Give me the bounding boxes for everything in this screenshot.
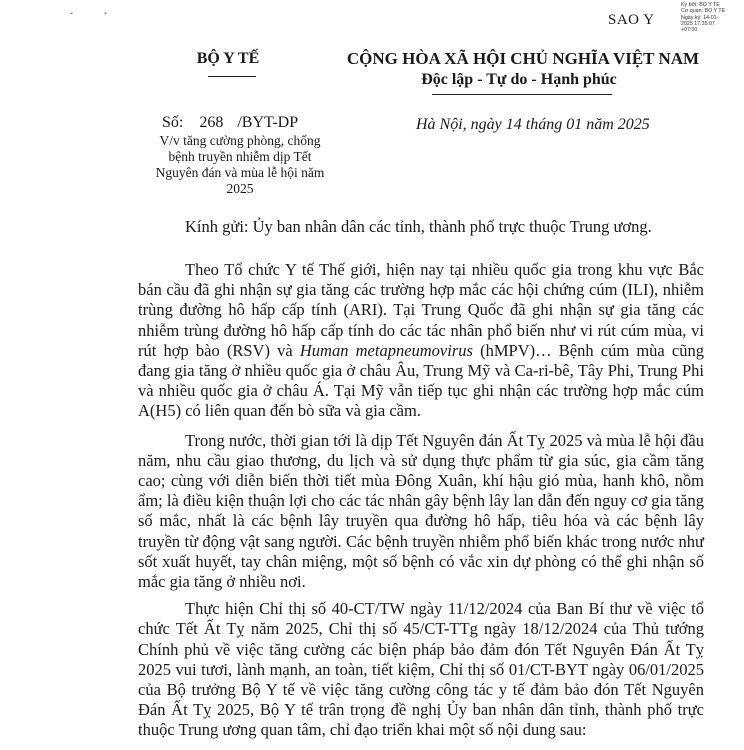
digital-signature-block bbox=[681, 2, 743, 33]
document-number-suffix: /BYT-DP bbox=[237, 114, 299, 131]
scan-mark: ˇ bbox=[70, 11, 73, 21]
document-body bbox=[138, 260, 704, 750]
date-month-label: tháng bbox=[525, 116, 563, 133]
document-number-value: 268 bbox=[199, 114, 224, 131]
signature-line: +07:00 bbox=[681, 27, 698, 34]
body-paragraph-3: Thực hiện Chỉ thị số 40-CT/TW ngày 11/12/2024 của Ban Bí thư về việc tổ chức Tết Ất Tỵ năm 2025, Chỉ thị số 45/CT-TTg ngày 18/12/2024 của Thủ tướng Chính phủ về việc tăng cường các biện pháp bảo đảm đón Tết Nguyên Đán Ất Tỵ 2025 vui tươi, lành mạnh, an toàn, tiết kiệm, Chỉ thị số 01/CT-BYT ngày 06/01/2025 của Bộ trưởng Bộ Y tế về việc tăng cường công tác y tế đảm bảo đón Tết Nguyên Đán Ất Tỵ 2025, Bộ Y tế trân trọng đề nghị Ủy ban nhân dân tỉnh, thành phố trực thuộc Trung ương quan tâm, chỉ đạo triển khai một số nội dung sau: bbox=[138, 599, 704, 740]
national-motto: Độc lập - Tự do - Hạnh phúc bbox=[421, 71, 617, 88]
document-subject: V/v tăng cường phòng, chống bệnh truyền nhiễm dịp Tết Nguyên đán và mùa lễ hội năm 2025 bbox=[155, 133, 325, 196]
motto-divider bbox=[432, 94, 612, 95]
copy-label: SAO Y bbox=[608, 12, 655, 28]
signature-line: Cơ quan: BỘ Y TẾ bbox=[681, 8, 726, 15]
date-prefix: Hà Nội, ngày bbox=[416, 116, 502, 133]
recipient-line: Kính gửi: Ủy ban nhân dân các tỉnh, thành phố trực thuộc Trung ương. bbox=[185, 217, 652, 236]
signature-line: Ký bởi: BỘ Y TẾ bbox=[681, 2, 720, 8]
body-paragraph-1: Theo Tổ chức Y tế Thế giới, hiện nay tại nhiều quốc gia trong khu vực Bắc bán cầu đã ghi nhận sự gia tăng các trường hợp mắc các hội chứng cúm (ILI), nhiễm trùng đường hô hấp cấp tính (ARI). Tại Trung Quốc đã ghi nhận sự gia tăng các nhiễm trùng đường hô hấp cấp tính do các tác nhân phổ biến như vi rút cúm mùa, vi rút hợp bào (RSV) và Human metapneumovirus (hMPV)… Bệnh cúm mùa cũng đang gia tăng ở nhiều quốc gia ở châu Âu, Trung Mỹ và Ca-ri-bê, Tây Phi, Trung Phi và nhiều quốc gia ở châu Á. Tại Mỹ vẫn tiếp tục ghi nhận các trường hợp mắc cúm A(H5) có liên quan đến bò sữa và gia cầm. bbox=[138, 260, 704, 421]
virus-name: Human metapneumovirus bbox=[299, 340, 473, 360]
issuing-agency: BỘ Y TẾ bbox=[196, 50, 260, 67]
document-number-prefix: Số: bbox=[162, 114, 184, 131]
scan-mark: * bbox=[104, 12, 107, 18]
national-title: CỘNG HÒA XÃ HỘI CHỦ NGHĨA VIỆT NAM bbox=[346, 49, 700, 68]
place-date bbox=[416, 116, 650, 134]
date-year: năm 2025 bbox=[586, 116, 650, 133]
document-number bbox=[162, 114, 298, 132]
signature-line: Ngày ký: 14-01- bbox=[681, 14, 719, 21]
body-paragraph-2: Trong nước, thời gian tới là dịp Tết Nguyên đán Ất Tỵ 2025 và mùa lễ hội đầu năm, nhu cầu giao thương, du lịch và sử dụng thực phẩm từ gia súc, gia cầm tăng cao; cùng với diễn biến thời tiết mùa Đông Xuân, khí hậu gió mùa, hanh khô, nồm ẩm; là điều kiện thuận lợi cho các tác nhân gây bệnh lây lan dẫn đến nguy cơ gia tăng số mắc, nhất là các bệnh lây truyền qua đường hô hấp, tiêu hóa và các bệnh lây truyền từ động vật sang người. Các bệnh truyền nhiễm phổ biến khác trong nước như sốt xuất huyết, tay chân miệng, một số bệnh có vắc xin dự phòng có thể ghi nhận số mắc gia tăng ở nhiều nơi. bbox=[138, 430, 704, 592]
agency-divider bbox=[208, 76, 256, 77]
date-day: 14 bbox=[505, 116, 522, 133]
date-month: 01 bbox=[566, 116, 583, 133]
signature-line: 2025 17:35:07 bbox=[681, 20, 715, 27]
